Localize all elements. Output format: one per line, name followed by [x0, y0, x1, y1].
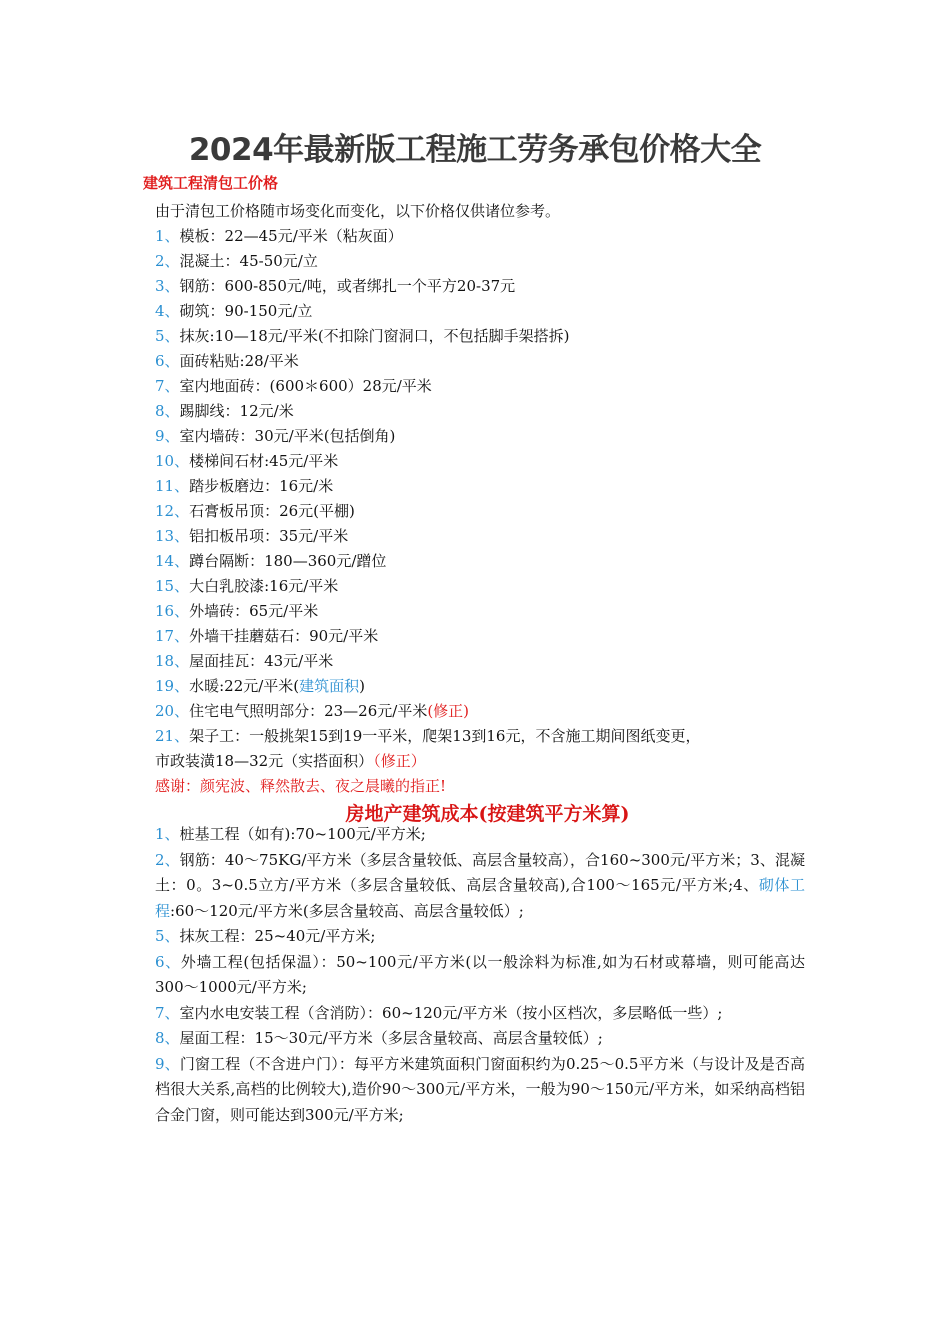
item-number: 8、 — [155, 402, 180, 420]
item-text: 抹灰工程：25~40元/平方米; — [179, 927, 376, 945]
item-number: 19、 — [155, 677, 190, 695]
list-item — [155, 574, 820, 599]
item-number: 1、 — [155, 227, 180, 245]
item-number: 21、 — [155, 727, 190, 745]
item-text: 门窗工程（不含进户门）：每平方米建筑面积门窗面积约为0.25～0.5平方米（与设计及是否高档很大关系,高档的比例较大),造价90～300元/平方米，一般为90～150元/平方米，如采纳高档铝合金门窗，则可能达到300元/平方米; — [155, 1054, 805, 1124]
item-text: 楼梯间石材:45元/平米 — [189, 452, 339, 470]
item-number: 16、 — [155, 602, 190, 620]
thanks-note: 感谢：颜宪波、释然散去、夜之晨曦的指正! — [155, 777, 447, 795]
correction-note: (修正) — [427, 702, 470, 720]
item-number: 11、 — [155, 477, 190, 495]
item-text: 水暖:22元/平米( — [189, 677, 300, 695]
list-item — [155, 224, 820, 249]
item-text: 踏步板磨边：16元/米 — [189, 477, 334, 495]
list-item — [155, 724, 820, 774]
cost-item — [155, 950, 805, 1001]
item-number: 5、 — [155, 927, 180, 945]
item-text: 室内水电安装工程（含消防）：60~120元/平方米（按小区档次，多层略低一些）; — [179, 1003, 723, 1022]
cost-item — [155, 924, 805, 950]
cost-item — [155, 822, 805, 848]
item-number: 14、 — [155, 552, 190, 570]
list-item — [155, 674, 820, 699]
item-number: 5、 — [155, 327, 180, 345]
list-item — [155, 399, 820, 424]
item-number: 10、 — [155, 452, 190, 470]
list-item — [155, 374, 820, 399]
cost-item — [155, 1001, 805, 1027]
list-item — [155, 649, 820, 674]
list-item — [155, 324, 820, 349]
cost-item — [155, 848, 805, 925]
item-text: 屋面挂瓦：43元/平米 — [189, 652, 334, 670]
item-number: 1、 — [155, 825, 180, 843]
item-number: 9、 — [155, 427, 180, 445]
item-link-text: 建筑面积 — [299, 677, 360, 695]
item-text: 砌筑：90-150元/立 — [179, 302, 313, 320]
item-number: 2、 — [155, 252, 180, 270]
item-text: 模板：22—45元/平米（粘灰面） — [179, 227, 403, 245]
cost-item — [155, 1026, 805, 1052]
item-text: 大白乳胶漆:16元/平米 — [189, 577, 339, 595]
item-number: 3、 — [155, 277, 180, 295]
item-number: 7、 — [155, 377, 180, 395]
item-text: 钢筋：40～75KG/平方米（多层含量较低、高层含量较高），合160~300元/平方米；3、混凝土：0。3~0.5立方/平方米（多层含量较低、高层含量较高),合100～165元/平方米;4、 — [155, 850, 805, 894]
item-number: 7、 — [155, 1003, 180, 1022]
item-text: 桩基工程（如有):70~100元/平方米; — [179, 825, 426, 843]
item-text: 架子工：一般挑架15到19一平米，爬架13到16元，不含施工期间图纸变更， — [189, 727, 701, 745]
item-text: 室内墙砖：30元/平米(包括倒角) — [179, 427, 396, 445]
item-number: 13、 — [155, 527, 190, 545]
item-text: 钢筋：600-850元/吨，或者绑扎一个平方20-37元 — [179, 277, 516, 295]
item-text: 面砖粘贴:28/平米 — [179, 352, 299, 370]
item-text-line2: 市政装潢18—32元（实搭面积） — [155, 752, 374, 770]
item-number: 9、 — [155, 1054, 180, 1073]
item-number: 8、 — [155, 1029, 180, 1047]
item-text: 铝扣板吊项：35元/平米 — [189, 527, 349, 545]
list-item — [155, 699, 820, 724]
item-number: 20、 — [155, 702, 190, 720]
item-text: 石膏板吊顶：26元(平棚) — [189, 502, 355, 520]
item-number: 4、 — [155, 302, 180, 320]
list-item — [155, 449, 820, 474]
item-text: 屋面工程：15～30元/平方米（多层含量较高、高层含量较低）; — [179, 1029, 603, 1047]
correction-note: （修正） — [373, 752, 426, 770]
item-number: 12、 — [155, 502, 190, 520]
list-item — [155, 524, 820, 549]
item-number: 2、 — [155, 850, 180, 869]
item-text: 外墙工程(包括保温）：50~100元/平方米(以一般涂料为标准,如为石材或幕墙，则可能高达300～1000元/平方米; — [155, 952, 805, 996]
list-item — [155, 249, 820, 274]
list-item — [155, 349, 820, 374]
intro-text: 由于清包工价格随市场变化而变化，以下价格仅供诸位参考。 — [155, 202, 561, 220]
list-item — [155, 599, 820, 624]
item-text: 踢脚线：12元/米 — [179, 402, 294, 420]
item-text: 外墙砖：65元/平米 — [189, 602, 319, 620]
item-text: 外墙干挂蘑菇石：90元/平米 — [189, 627, 379, 645]
item-text-end: ) — [359, 677, 366, 695]
item-number: 17、 — [155, 627, 190, 645]
item-link-text: 砌体工程 — [155, 876, 805, 920]
section-contract-prices-body — [155, 199, 820, 830]
list-item — [155, 474, 820, 499]
item-number: 18、 — [155, 652, 190, 670]
item-number: 6、 — [155, 952, 181, 971]
list-item — [155, 549, 820, 574]
item-text: 住宅电气照明部分：23—26元/平米 — [189, 702, 428, 720]
item-text-end: :60～120元/平方米(多层含量较高、高层含量较低）; — [170, 901, 524, 920]
item-text: 室内地面砖：(600＊600）28元/平米 — [179, 377, 432, 395]
item-number: 6、 — [155, 352, 180, 370]
list-item — [155, 424, 820, 449]
section-heading-construction-cost: 房地产建筑成本(按建筑平方米算) — [345, 803, 630, 825]
item-number: 15、 — [155, 577, 190, 595]
list-item — [155, 274, 820, 299]
page-title: 2024年最新版工程施工劳务承包价格大全 — [188, 132, 762, 168]
cost-item — [155, 1052, 805, 1129]
list-item — [155, 299, 820, 324]
price-list — [155, 224, 820, 674]
item-text: 混凝土：45-50元/立 — [179, 252, 318, 270]
section-construction-cost-body — [155, 822, 805, 1128]
list-item — [155, 624, 820, 649]
section-heading-contract-prices: 建筑工程清包工价格 — [143, 174, 279, 192]
item-text: 蹲台隔断：180—360元/蹭位 — [189, 552, 387, 570]
item-text: 抹灰:10—18元/平米(不扣除门窗洞口，不包括脚手架搭拆) — [179, 327, 570, 345]
list-item — [155, 499, 820, 524]
